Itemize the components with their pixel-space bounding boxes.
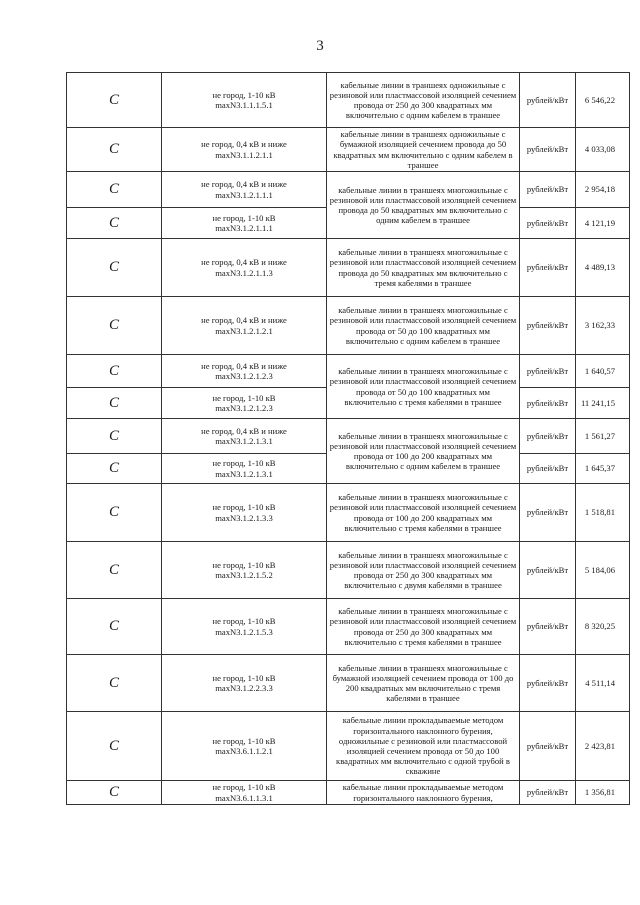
description-cell: кабельные линии в траншеях многожильные с резиновой или пластмассовой изоляцией сечением провода от 100 до 200 квадратных мм включительно с одним кабелем в траншее <box>327 419 520 484</box>
category-cell <box>162 781 327 805</box>
category-label: не город, 0,4 кВ и ниже <box>201 139 287 149</box>
unit-cell: рублей/кВт <box>520 781 576 805</box>
code-label: maxN3.6.1.1.3.1 <box>215 792 273 803</box>
value-cell: 1 518,81 <box>576 484 630 542</box>
unit-cell: рублей/кВт <box>520 484 576 542</box>
value-cell: 4 489,13 <box>576 239 630 297</box>
category-label: не город, 1-10 кВ <box>212 616 276 626</box>
description-cell: кабельные линии в траншеях многожильные с резиновой или пластмассовой изоляцией сечением провода до 50 квадратных мм включительно с тремя кабелями в траншее <box>327 239 520 297</box>
code-label: maxN3.1.2.1.2.1 <box>215 325 273 336</box>
category-cell <box>162 599 327 655</box>
value-cell: 4 121,19 <box>576 208 630 239</box>
value-cell: 3 162,33 <box>576 297 630 355</box>
code-label: maxN3.1.1.1.5.1 <box>215 100 273 110</box>
unit-cell: рублей/кВт <box>520 599 576 655</box>
category-cell <box>162 712 327 781</box>
unit-cell: рублей/кВт <box>520 208 576 239</box>
unit-cell: рублей/кВт <box>520 355 576 388</box>
category-cell <box>162 388 327 419</box>
category-label: не город, 1-10 кВ <box>212 559 276 570</box>
category-cell <box>162 208 327 239</box>
category-cell <box>162 73 327 128</box>
description-cell: кабельные линии в траншеях многожильные с резиновой или пластмассовой изоляцией сечением провода до 50 квадратных мм включительно с одним кабелем в траншее <box>327 172 520 239</box>
symbol-cell: C <box>67 73 162 128</box>
unit-cell: рублей/кВт <box>520 172 576 208</box>
code-label: maxN3.6.1.1.2.1 <box>215 746 273 756</box>
symbol-cell: C <box>67 599 162 655</box>
symbol-cell: C <box>67 454 162 484</box>
unit-cell: рублей/кВт <box>520 239 576 297</box>
code-label: maxN3.1.2.1.1.3 <box>215 267 273 278</box>
category-cell <box>162 172 327 208</box>
category-label: не город, 0,4 кВ и ниже <box>201 257 287 267</box>
description-cell: кабельные линии в траншеях многожильные с резиновой или пластмассовой изоляцией сечением провода от 250 до 300 квадратных мм включительно с тремя кабелями в траншее <box>327 599 520 655</box>
table-row <box>67 781 630 805</box>
category-label: не город, 0,4 кВ и ниже <box>201 179 287 189</box>
symbol-cell: C <box>67 297 162 355</box>
table-row <box>67 712 630 781</box>
code-label: maxN3.1.2.1.5.3 <box>215 626 273 637</box>
description-cell: кабельные линии прокладываемые методом горизонтального наклонного бурения, одножильные с резиновой или пластмассовой изоляцией сечением провода от 50 до 100 квадратных мм включительно с одной трубой в скважине <box>327 712 520 781</box>
unit-cell: рублей/кВт <box>520 419 576 454</box>
code-label: maxN3.1.2.1.3.1 <box>215 468 273 479</box>
symbol-cell: C <box>67 208 162 239</box>
category-label: не город, 1-10 кВ <box>212 89 276 100</box>
code-label: maxN3.1.2.1.2.3 <box>215 371 273 381</box>
category-label: не город, 1-10 кВ <box>212 458 276 468</box>
symbol-cell: C <box>67 239 162 297</box>
category-label: не город, 0,4 кВ и ниже <box>201 360 287 371</box>
symbol-cell: C <box>67 355 162 388</box>
symbol-cell: C <box>67 484 162 542</box>
description-cell: кабельные линии в траншеях многожильные с бумажной изоляцией сечением провода от 100 до 200 квадратных мм включительно с тремя кабелями в траншее <box>327 655 520 712</box>
category-label: не город, 1-10 кВ <box>212 502 276 512</box>
code-label: maxN3.1.2.1.2.3 <box>215 403 273 413</box>
category-cell <box>162 355 327 388</box>
value-cell: 4 033,08 <box>576 128 630 172</box>
category-cell <box>162 542 327 599</box>
unit-cell: рублей/кВт <box>520 542 576 599</box>
symbol-cell: C <box>67 388 162 419</box>
value-cell: 1 640,57 <box>576 355 630 388</box>
code-label: maxN3.1.2.1.5.2 <box>215 570 273 580</box>
table-row <box>67 128 630 172</box>
value-cell: 8 320,25 <box>576 599 630 655</box>
table-row <box>67 484 630 542</box>
category-label: не город, 0,4 кВ и ниже <box>201 425 287 436</box>
value-cell: 2 423,81 <box>576 712 630 781</box>
category-cell <box>162 454 327 484</box>
category-label: не город, 0,4 кВ и ниже <box>201 315 287 325</box>
value-cell: 11 241,15 <box>576 388 630 419</box>
category-label: не город, 1-10 кВ <box>212 392 276 403</box>
page-number: 3 <box>316 38 324 54</box>
description-cell: кабельные линии в траншеях многожильные с резиновой или пластмассовой изоляцией сечением провода от 100 до 200 квадратных мм включительно с тремя кабелями в траншее <box>327 484 520 542</box>
description-cell: кабельные линии в траншеях многожильные с резиновой или пластмассовой изоляцией сечением провода от 50 до 100 квадратных мм включительно с одним кабелем в траншее <box>327 297 520 355</box>
category-label: не город, 1-10 кВ <box>212 212 276 223</box>
category-cell <box>162 484 327 542</box>
category-label: не город, 1-10 кВ <box>212 672 276 683</box>
category-cell <box>162 419 327 454</box>
category-label: не город, 1-10 кВ <box>212 735 276 746</box>
description-cell: кабельные линии в траншеях одножильные с резиновой или пластмассовой изоляцией сечением провода от 250 до 300 квадратных мм включительно с одним кабелем в траншее <box>327 73 520 128</box>
category-cell <box>162 239 327 297</box>
symbol-cell: C <box>67 655 162 712</box>
value-cell: 1 561,27 <box>576 419 630 454</box>
unit-cell: рублей/кВт <box>520 73 576 128</box>
table-row <box>67 419 630 454</box>
unit-cell: рублей/кВт <box>520 297 576 355</box>
table-row <box>67 655 630 712</box>
description-cell: кабельные линии прокладываемые методом горизонтального наклонного бурения, <box>327 781 520 805</box>
category-cell <box>162 655 327 712</box>
table-row <box>67 297 630 355</box>
unit-cell: рублей/кВт <box>520 128 576 172</box>
value-cell: 2 954,18 <box>576 172 630 208</box>
category-cell <box>162 128 327 172</box>
symbol-cell: C <box>67 419 162 454</box>
value-cell: 5 184,06 <box>576 542 630 599</box>
symbol-cell: C <box>67 172 162 208</box>
value-cell: 4 511,14 <box>576 655 630 712</box>
table-row <box>67 542 630 599</box>
description-cell: кабельные линии в траншеях многожильные с резиновой или пластмассовой изоляцией сечением провода от 250 до 300 квадратных мм включительно с двумя кабелями в траншее <box>327 542 520 599</box>
value-cell: 1 356,81 <box>576 781 630 805</box>
unit-cell: рублей/кВт <box>520 388 576 419</box>
tariff-table <box>66 72 630 805</box>
table-row <box>67 172 630 208</box>
table-row <box>67 239 630 297</box>
table-row <box>67 73 630 128</box>
unit-cell: рублей/кВт <box>520 655 576 712</box>
unit-cell: рублей/кВт <box>520 712 576 781</box>
symbol-cell: C <box>67 712 162 781</box>
table-row <box>67 355 630 388</box>
description-cell: кабельные линии в траншеях одножильные с бумажной изоляцией сечением провода до 50 квадратных мм включительно с одним кабелем в траншее <box>327 128 520 172</box>
category-label: не город, 1-10 кВ <box>212 782 276 792</box>
value-cell: 6 546,22 <box>576 73 630 128</box>
code-label: maxN3.1.1.2.1.1 <box>215 149 273 160</box>
symbol-cell: C <box>67 542 162 599</box>
code-label: maxN3.1.2.1.1.1 <box>215 223 273 233</box>
table-row <box>67 599 630 655</box>
description-cell: кабельные линии в траншеях многожильные с резиновой или пластмассовой изоляцией сечением провода от 50 до 100 квадратных мм включительно с тремя кабелями в траншее <box>327 355 520 419</box>
category-cell <box>162 297 327 355</box>
code-label: maxN3.1.2.2.3.3 <box>215 683 273 693</box>
symbol-cell: C <box>67 781 162 805</box>
code-label: maxN3.1.2.1.3.3 <box>215 512 273 523</box>
value-cell: 1 645,37 <box>576 454 630 484</box>
symbol-cell: C <box>67 128 162 172</box>
code-label: maxN3.1.2.1.3.1 <box>215 436 273 446</box>
unit-cell: рублей/кВт <box>520 454 576 484</box>
code-label: maxN3.1.2.1.1.1 <box>215 189 273 200</box>
